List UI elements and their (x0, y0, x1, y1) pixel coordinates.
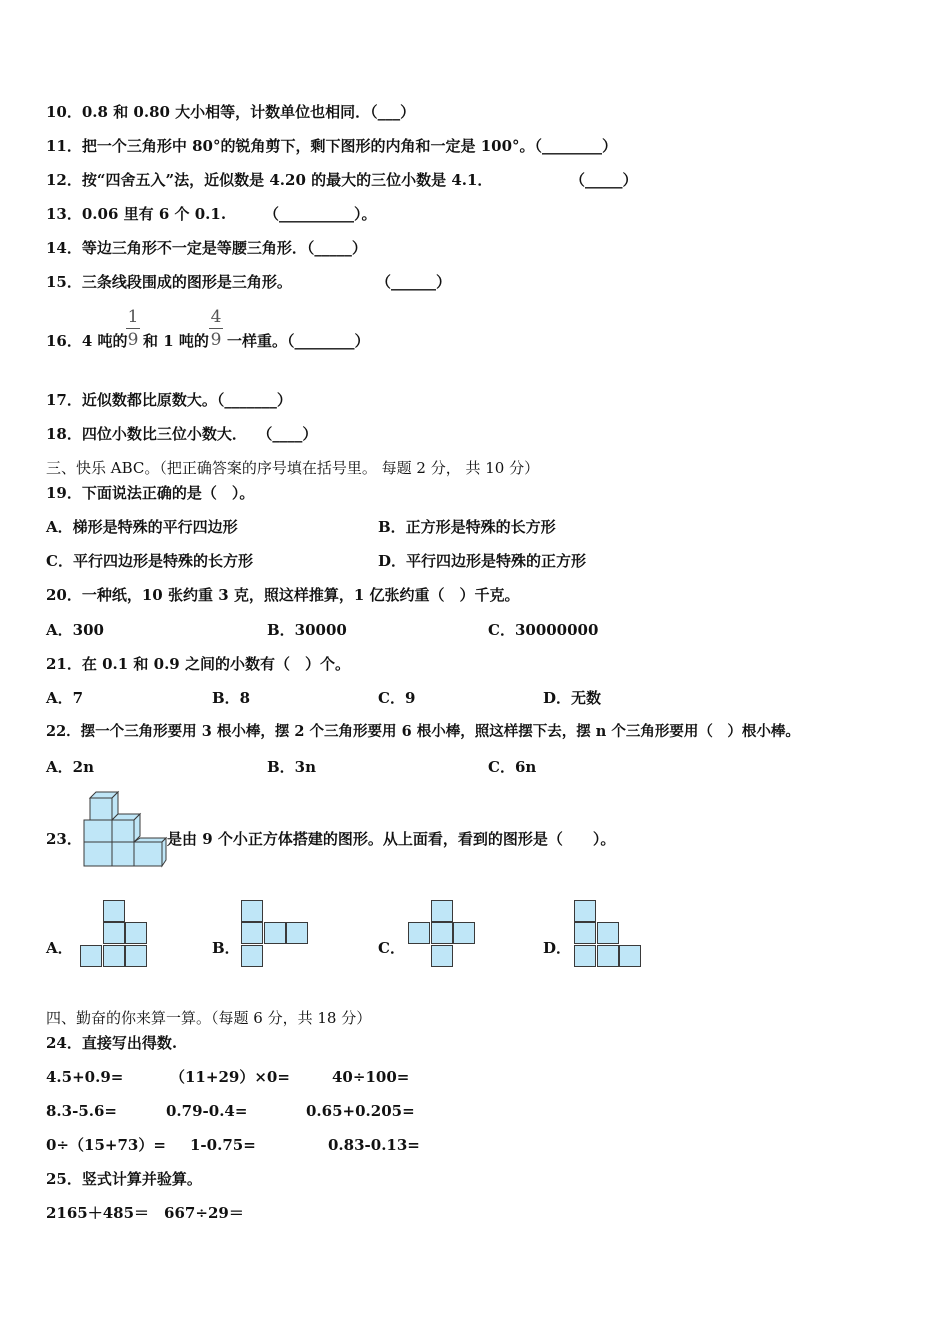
question-13: 13．0.06 里有 6 个 0.1. (46, 205, 227, 223)
question-25: 25．竖式计算并验算。 (46, 1170, 202, 1188)
fraction-4-9 (209, 307, 223, 350)
square (241, 945, 263, 967)
q23-option-a-label: A． (46, 939, 73, 957)
fraction-denominator: 9 (210, 330, 222, 350)
square (574, 900, 596, 922)
calc-2-2: 0.79-0.4= (166, 1102, 248, 1120)
q22-option-a: A．2n (46, 758, 94, 776)
question-10: 10．0.8 和 0.80 大小相等，计数单位也相同．（___） (46, 103, 416, 121)
question-23-number: 23． (46, 830, 82, 848)
q23-option-b-figure (241, 900, 311, 970)
q20-option-c: C．30000000 (488, 621, 599, 639)
q23-option-a-figure (80, 900, 150, 970)
q20-option-b: B．30000 (267, 621, 347, 639)
q21-option-b: B．8 (212, 689, 251, 707)
q23-option-d-figure (574, 900, 644, 970)
cube-stack-figure (80, 790, 168, 870)
fraction-1-9 (126, 307, 140, 350)
question-16-mid: 和 1 吨的 (143, 332, 209, 350)
q23-option-c-figure (408, 900, 478, 970)
question-12: 12．按“四舍五入”法，近似数是 4.20 的最大的三位小数是 4.1． (46, 171, 493, 189)
q23-option-c-label: C． (378, 939, 405, 957)
square (431, 945, 453, 967)
q19-option-a: A．梯形是特殊的平行四边形 (46, 518, 238, 536)
square (597, 945, 619, 967)
calc-2-3: 0.65+0.205= (306, 1102, 415, 1120)
calc-2-1: 8.3-5.6= (46, 1102, 117, 1120)
square (619, 945, 641, 967)
question-16-suffix: 一样重。（________） (227, 332, 370, 350)
square (264, 922, 286, 944)
fraction-bar (209, 328, 223, 329)
calc-1-3: 40÷100= (332, 1068, 410, 1086)
question-16-prefix: 16．4 吨的 (46, 332, 128, 350)
q21-option-a: A．7 (46, 689, 84, 707)
question-22: 22．摆一个三角形要用 3 根小棒，摆 2 个三角形要用 6 根小棒，照这样摆下去，摆 n 个三角形要用（ ）根小棒。 (46, 723, 800, 740)
question-11: 11．把一个三角形中 80°的锐角剪下，剩下图形的内角和一定是 100°。（________） (46, 137, 618, 155)
calc-1-2: （11+29）×0= (170, 1068, 290, 1086)
square (103, 922, 125, 944)
square (125, 945, 147, 967)
square (574, 922, 596, 944)
q19-option-c: C．平行四边形是特殊的长方形 (46, 552, 253, 570)
question-17: 17．近似数都比原数大。（_______） (46, 391, 292, 409)
question-20: 20．一种纸，10 张约重 3 克，照这样推算，1 亿张约重（ ）千克。 (46, 586, 520, 604)
square (453, 922, 475, 944)
question-18: 18．四位小数比三位小数大． （____） (46, 425, 318, 443)
q21-option-c: C．9 (378, 689, 416, 707)
square (286, 922, 308, 944)
square (408, 922, 430, 944)
q19-option-b: B．正方形是特殊的长方形 (378, 518, 556, 536)
question-19: 19．下面说法正确的是（ ）。 (46, 484, 255, 502)
question-24: 24．直接写出得数. (46, 1034, 178, 1052)
q22-option-c: C．6n (488, 758, 537, 776)
fraction-numerator: 1 (127, 307, 139, 327)
calc-3-1: 0÷（15+73）= (46, 1136, 166, 1154)
square (597, 922, 619, 944)
square (241, 900, 263, 922)
square (431, 922, 453, 944)
q19-option-d: D．平行四边形是特殊的正方形 (378, 552, 587, 570)
question-21: 21．在 0.1 和 0.9 之间的小数有（ ）个。 (46, 655, 350, 673)
section-4-heading: 四、勤奋的你来算一算。（每题 6 分，共 18 分） (46, 1009, 372, 1027)
question-12-blank: （_____） (570, 171, 638, 189)
question-14: 14．等边三角形不一定是等腰三角形．（_____） (46, 239, 367, 257)
q21-option-d: D．无数 (543, 689, 602, 707)
square (431, 900, 453, 922)
question-25-calc: 2165＋485＝ 667÷29＝ (46, 1204, 244, 1222)
q23-option-d-label: D． (543, 939, 572, 957)
square (574, 945, 596, 967)
q23-option-b-label: B． (212, 939, 240, 957)
square (103, 945, 125, 967)
section-3-heading: 三、快乐 ABC。（把正确答案的序号填在括号里。 每题 2 分， 共 10 分） (46, 459, 540, 477)
fraction-numerator: 4 (210, 307, 222, 327)
question-23-stem: 是由 9 个小正方体搭建的图形。从上面看，看到的图形是（ ）。 (167, 830, 616, 848)
fraction-bar (126, 328, 140, 329)
square (241, 922, 263, 944)
square (125, 922, 147, 944)
square (80, 945, 102, 967)
square (103, 900, 125, 922)
question-13-blank: （__________）。 (264, 205, 377, 223)
calc-1-1: 4.5+0.9= (46, 1068, 124, 1086)
calc-3-3: 0.83-0.13= (328, 1136, 420, 1154)
fraction-denominator: 9 (127, 330, 139, 350)
q20-option-a: A．300 (46, 621, 104, 639)
q22-option-b: B．3n (267, 758, 317, 776)
question-15: 15．三条线段围成的图形是三角形。 (46, 273, 292, 291)
question-15-blank: （______） (376, 273, 452, 291)
calc-3-2: 1-0.75= (190, 1136, 256, 1154)
